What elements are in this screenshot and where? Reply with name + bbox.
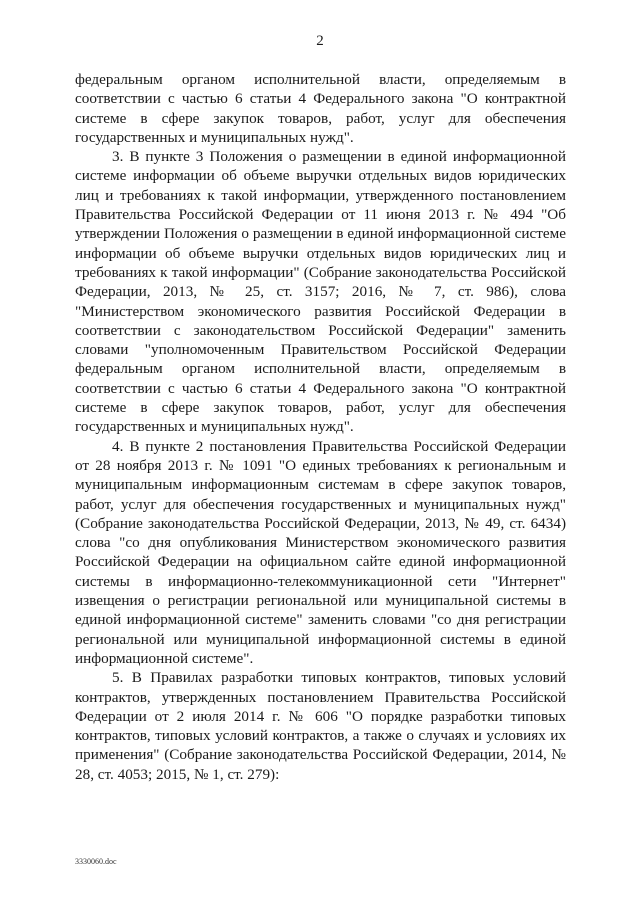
footer-file-code: 3330060.doc bbox=[75, 857, 117, 866]
paragraph-item-4: 4. В пункте 2 постановления Правительства Российской Федерации от 28 ноября 2013 г. № 1091 "О единых требованиях к региональным и муниципальным информационным системам в сфере закупок товаров, работ, услуг для обеспечения государственных и муниципальных нужд" (Собрание законодательства Российской Федерации, 2013, № 49, ст. 6434) слова "со дня опубликования Министерством экономического развития Российской Федерации на официальном сайте единой информационной системы в информационно-телекоммуникационной сети "Интернет" извещения о регистрации региональной или муниципальной системы в единой информационной системе" заменить словами "со дня регистрации региональной или муниципальной информационной системы в единой информационной системе". bbox=[75, 437, 566, 667]
document-body bbox=[75, 70, 566, 784]
paragraph-item-5: 5. В Правилах разработки типовых контрактов, типовых условий контрактов, утвержденных постановлением Правительства Российской Федерации от 2 июля 2014 г. № 606 "О порядке разработки типовых контрактов, типовых условий контрактов, а также о случаях и условиях их применения" (Собрание законодательства Российской Федерации, 2014, № 28, ст. 4053; 2015, № 1, ст. 279): bbox=[75, 669, 566, 783]
paragraph-continuation: федеральным органом исполнительной власти, определяемым в соответствии с частью 6 статьи 4 Федерального закона "О контрактной системе в сфере закупок товаров, работ, услуг для обеспечения государственных и муниципальных нужд". bbox=[75, 71, 566, 146]
paragraph-item-3: 3. В пункте 3 Положения о размещении в единой информационной системе информации об объеме выручки отдельных видов юридических лиц и требованиях к такой информации, утвержденного постановлением Правительства Российской Федерации от 11 июня 2013 г. № 494 "Об утверждении Положения о размещении в единой информационной системе информации об объеме выручки отдельных видов юридических лиц и требованиях к такой информации" (Собрание законодательства Российской Федерации, 2013, № 25, ст. 3157; 2016, № 7, ст. 986), слова "Министерством экономического развития Российской Федерации в соответствии с законодательством Российской Федерации" заменить словами "уполномоченным Правительством Российской Федерации федеральным органом исполнительной власти, определяемым в соответствии с частью 6 статьи 4 Федерального закона "О контрактной системе в сфере закупок товаров, работ, услуг для обеспечения государственных и муниципальных нужд". bbox=[75, 148, 566, 436]
page-number: 2 bbox=[316, 33, 324, 49]
